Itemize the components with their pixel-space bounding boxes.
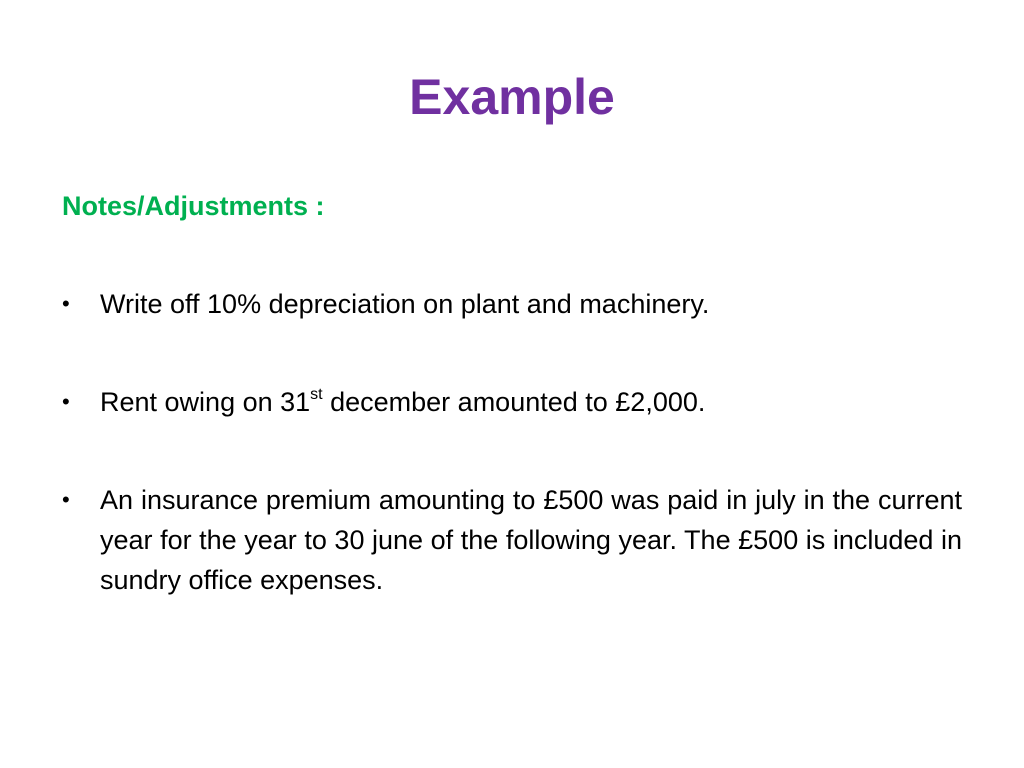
bullet-text: An insurance premium amounting to £500 was paid in july in the current year for the year to 30 june of the following year. The £500 is included in sundry office expenses.	[100, 485, 962, 595]
ordinal-superscript: st	[310, 386, 323, 403]
bullet-icon: •	[62, 389, 70, 414]
bullet-item-rent	[62, 382, 962, 422]
notes-subheading: Notes/Adjustments :	[62, 191, 325, 221]
bullet-item-depreciation	[62, 284, 962, 324]
bullet-text-part: december amounted to £2,000.	[322, 387, 706, 417]
slide-title: Example	[409, 69, 615, 125]
bullet-item-insurance	[62, 480, 962, 600]
bullet-text-part: Rent owing on 31	[100, 387, 311, 417]
bullet-text: Write off 10% depreciation on plant and machinery.	[100, 289, 710, 319]
bullet-list	[62, 284, 962, 600]
bullet-icon: •	[62, 291, 70, 316]
bullet-text	[100, 387, 705, 417]
bullet-icon: •	[62, 487, 70, 512]
